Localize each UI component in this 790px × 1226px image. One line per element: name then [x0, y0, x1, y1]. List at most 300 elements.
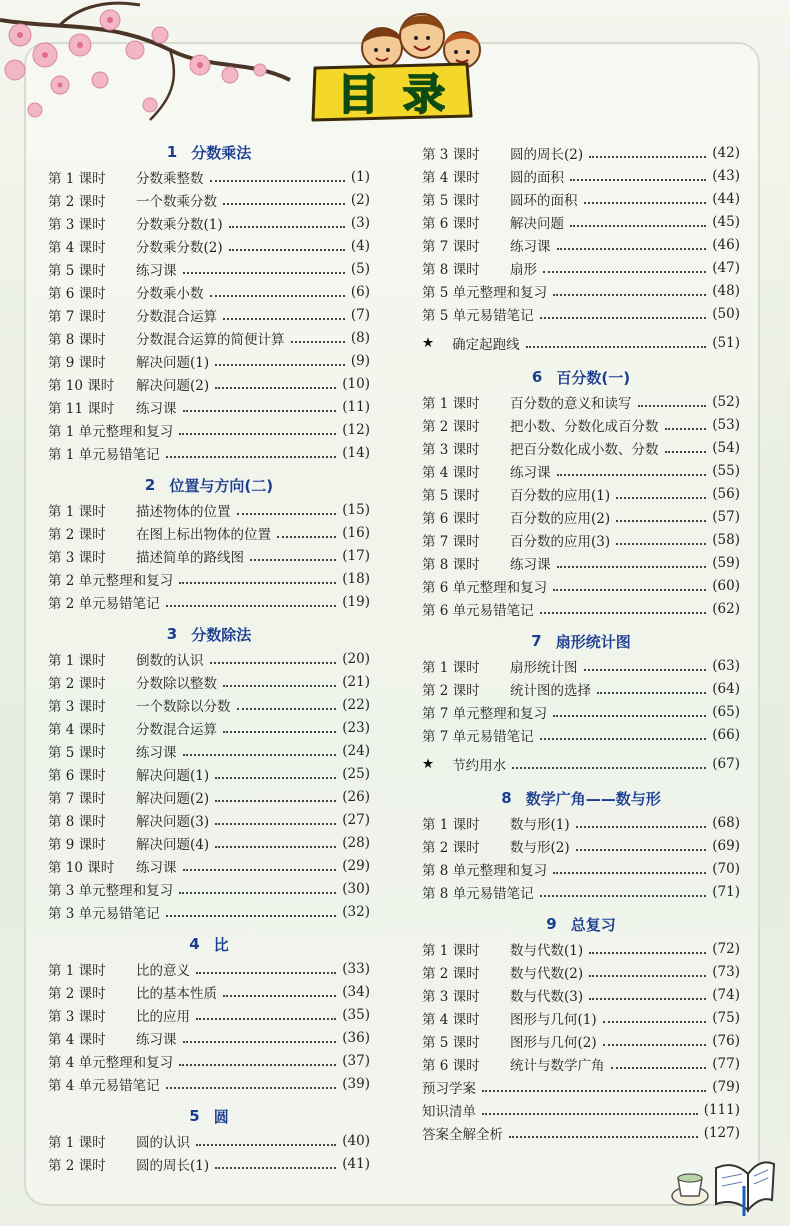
toc-entry[interactable] [422, 812, 740, 834]
leader-dots [223, 203, 345, 205]
page-number: (22) [342, 697, 370, 713]
page-number: (75) [712, 1010, 740, 1026]
entry-title: 练习课 [136, 1032, 177, 1048]
toc-entry[interactable] [48, 327, 370, 349]
entry-title: 统计图的选择 [510, 683, 591, 699]
entry-title: 图形与几何(2) [510, 1035, 597, 1051]
leader-dots [183, 869, 337, 871]
entry-label: 第 4 课时 [422, 170, 480, 186]
entry-label: 第 4 课时 [48, 722, 106, 738]
entry-label: 第 4 课时 [422, 465, 480, 481]
toc-entry[interactable] [422, 655, 740, 677]
section-heading [48, 140, 370, 164]
entry-label: 第 7 课时 [48, 791, 106, 807]
entry-title: 数与形(1) [510, 817, 570, 833]
toc-entry[interactable] [48, 419, 370, 441]
page-number: (57) [712, 509, 740, 525]
entry-title: 百分数的应用(2) [510, 511, 611, 527]
toc-entry[interactable] [48, 212, 370, 234]
entry-title: 圆的周长(2) [510, 147, 584, 163]
section-number: 8 [501, 789, 512, 807]
leader-dots [557, 566, 707, 568]
toc-entry[interactable] [422, 938, 740, 960]
entry-title: 解决问题(2) [136, 791, 210, 807]
page-number: (45) [712, 214, 740, 230]
feature-entry[interactable] [422, 332, 740, 354]
section-heading [422, 786, 740, 810]
toc-entry[interactable] [48, 786, 370, 808]
toc-entry[interactable] [48, 304, 370, 326]
entry-label: 第 4 课时 [48, 240, 106, 256]
page-number: (47) [712, 260, 740, 276]
toc-entry[interactable] [48, 258, 370, 280]
section-title: 位置与方向(二) [169, 476, 274, 495]
entry-label: 第 7 课时 [422, 239, 480, 255]
entry-label: 第 3 课时 [422, 442, 480, 458]
entry-title: 解决问题(1) [136, 768, 210, 784]
page-number: (39) [342, 1076, 370, 1092]
entry-title: 分数乘整数 [136, 171, 204, 187]
toc-entry[interactable] [48, 235, 370, 257]
entry-label: 第 8 单元整理和复习 [422, 863, 548, 879]
entry-title: 解决问题(3) [136, 814, 210, 830]
entry-label: 第 6 单元整理和复习 [422, 580, 548, 596]
toc-entry[interactable] [422, 1030, 740, 1052]
entry-title: 描述简单的路线图 [136, 550, 244, 566]
entry-title: 一个数乘分数 [136, 194, 217, 210]
toc-entry[interactable] [48, 499, 370, 521]
entry-title: 分数乘分数(1) [136, 217, 223, 233]
leader-dots [543, 271, 706, 273]
entry-label: 第 9 课时 [48, 355, 106, 371]
entry-label: 第 7 单元整理和复习 [422, 706, 548, 722]
leader-dots [215, 777, 336, 779]
page-number: (72) [712, 941, 740, 957]
page-number: (18) [342, 571, 370, 587]
toc-entry[interactable] [422, 280, 740, 302]
entry-label: 第 1 课时 [422, 660, 480, 676]
entry-title: 节约用水 [452, 758, 507, 774]
entry-label: 第 5 课时 [422, 193, 480, 209]
page-number: (17) [342, 548, 370, 564]
leader-dots [166, 456, 337, 458]
entry-label: 第 1 课时 [48, 963, 106, 979]
entry-label: 知识清单 [422, 1104, 476, 1120]
toc-entry[interactable] [422, 142, 740, 164]
entry-title: 练习课 [136, 401, 177, 417]
section-title: 扇形统计图 [555, 632, 631, 651]
entry-label: 第 5 课时 [48, 263, 106, 279]
entry-title: 分数乘小数 [136, 286, 204, 302]
entry-title: 在图上标出物体的位置 [136, 527, 271, 543]
page-number: (73) [712, 964, 740, 980]
leader-dots [215, 364, 345, 366]
toc-entry[interactable] [422, 529, 740, 551]
entry-label: 第 2 单元易错笔记 [48, 596, 160, 612]
toc-entry[interactable] [422, 506, 740, 528]
page-number: (10) [342, 376, 370, 392]
entry-label: 第 2 课时 [48, 676, 106, 692]
page-number: (11) [342, 399, 370, 415]
entry-label: 第 3 单元整理和复习 [48, 883, 174, 899]
toc-entry[interactable] [422, 437, 740, 459]
page-number: (32) [342, 904, 370, 920]
leader-dots [179, 582, 336, 584]
leader-dots [215, 823, 336, 825]
leader-dots [215, 1167, 336, 1169]
section-number: 6 [531, 368, 543, 386]
leader-dots [589, 998, 706, 1000]
leader-dots [237, 708, 337, 710]
leader-dots [482, 1090, 706, 1092]
toc-entry[interactable] [48, 901, 370, 923]
entry-title: 分数乘分数(2) [136, 240, 223, 256]
toc-entry[interactable] [48, 373, 370, 395]
entry-title: 分数除以整数 [136, 676, 217, 692]
toc-entry[interactable] [422, 1076, 740, 1098]
leader-dots [223, 318, 345, 320]
entry-label: 第 7 课时 [422, 534, 480, 550]
leader-dots [196, 1018, 336, 1020]
toc-entry[interactable] [422, 1007, 740, 1029]
leader-dots [183, 1041, 337, 1043]
page-number: (65) [712, 704, 740, 720]
leader-dots [589, 156, 706, 158]
toc-entry[interactable] [48, 396, 370, 418]
page-number: (36) [342, 1030, 370, 1046]
entry-label: 第 9 课时 [48, 837, 106, 853]
toc-entry[interactable] [422, 414, 740, 436]
toc-entry[interactable] [422, 701, 740, 723]
page-number: (35) [342, 1007, 370, 1023]
entry-label: 第 10 课时 [48, 860, 115, 876]
entry-title: 比的应用 [136, 1009, 190, 1025]
toc-entry[interactable] [422, 165, 740, 187]
entry-label: 第 8 课时 [48, 814, 106, 830]
entry-label: 第 8 课时 [422, 557, 480, 573]
entry-title: 练习课 [136, 263, 177, 279]
leader-dots [229, 249, 345, 251]
entry-title: 圆环的面积 [510, 193, 578, 209]
section-number: 7 [531, 632, 542, 650]
leader-dots [183, 410, 337, 412]
entry-title: 把小数、分数化成百分数 [510, 419, 659, 435]
section-number: 5 [189, 1107, 200, 1125]
feature-entry[interactable] [422, 753, 740, 775]
leader-dots [183, 754, 337, 756]
leader-dots [616, 543, 706, 545]
entry-title: 百分数的意义和读写 [510, 396, 632, 412]
leader-dots [570, 225, 706, 227]
toc-entry[interactable] [48, 522, 370, 544]
page-number: (79) [712, 1079, 740, 1095]
entry-label: 第 3 课时 [48, 699, 106, 715]
entry-title: 把百分数化成小数、分数 [510, 442, 659, 458]
leader-dots [540, 738, 707, 740]
leader-dots [291, 341, 345, 343]
page-number: (40) [342, 1133, 370, 1149]
toc-entry[interactable] [422, 391, 740, 413]
page-number: (1) [350, 169, 370, 185]
page-number: (66) [712, 727, 740, 743]
entry-title: 练习课 [510, 557, 551, 573]
entry-title: 一个数除以分数 [136, 699, 231, 715]
toc-entry[interactable] [48, 350, 370, 372]
leader-dots [584, 669, 707, 671]
toc-entry[interactable] [422, 1099, 740, 1121]
section-heading [48, 473, 370, 497]
leader-dots [183, 272, 345, 274]
toc-entry[interactable] [422, 188, 740, 210]
page-number: (50) [712, 306, 740, 322]
page-number: (3) [350, 215, 370, 231]
leader-dots [215, 846, 336, 848]
entry-label: 第 4 课时 [422, 1012, 480, 1028]
leader-dots [611, 1067, 707, 1069]
leader-dots [616, 520, 706, 522]
page-number: (12) [342, 422, 370, 438]
leader-dots [210, 662, 337, 664]
section-title: 分数除法 [191, 625, 252, 644]
leader-dots [512, 767, 706, 769]
page-number: (51) [712, 335, 740, 351]
entry-title: 分数混合运算 [136, 309, 217, 325]
toc-entry[interactable] [422, 724, 740, 746]
leader-dots [210, 180, 345, 182]
page-number: (30) [342, 881, 370, 897]
entry-label: 第 11 课时 [48, 401, 115, 417]
entry-label: 第 1 课时 [48, 171, 106, 187]
page-number: (54) [712, 440, 740, 456]
entry-label: 第 4 单元易错笔记 [48, 1078, 160, 1094]
toc-entry[interactable] [422, 858, 740, 880]
page-number: (19) [342, 594, 370, 610]
leader-dots [223, 685, 336, 687]
toc-entry[interactable] [48, 981, 370, 1003]
toc-entry[interactable] [48, 763, 370, 785]
page-number: (69) [712, 838, 740, 854]
entry-label: 第 6 单元易错笔记 [422, 603, 534, 619]
entry-label: 第 2 课时 [48, 1158, 106, 1174]
page-number: (7) [350, 307, 370, 323]
section-title: 总复习 [570, 915, 616, 934]
entry-title: 解决问题(1) [136, 355, 210, 371]
toc-entry[interactable] [48, 809, 370, 831]
toc-entry[interactable] [48, 166, 370, 188]
entry-title: 圆的面积 [510, 170, 564, 186]
entry-label: 第 2 单元整理和复习 [48, 573, 174, 589]
leader-dots [229, 226, 345, 228]
leader-dots [553, 872, 706, 874]
toc-entry[interactable] [422, 211, 740, 233]
leader-dots [665, 428, 707, 430]
page-number: (42) [712, 145, 740, 161]
entry-label: 第 3 课时 [422, 147, 480, 163]
entry-label: 第 1 课时 [422, 943, 480, 959]
leader-dots [553, 715, 706, 717]
leader-dots [540, 317, 707, 319]
toc-entry[interactable] [48, 442, 370, 464]
leader-dots [237, 513, 337, 515]
toc-entry[interactable] [422, 984, 740, 1006]
entry-label: 第 1 单元整理和复习 [48, 424, 174, 440]
page-number: (64) [712, 681, 740, 697]
entry-label: 第 2 课时 [48, 986, 106, 1002]
toc-entry[interactable] [422, 483, 740, 505]
cherry-blossom-decoration [0, 0, 300, 130]
page-number: (59) [712, 555, 740, 571]
toc-entry[interactable] [48, 281, 370, 303]
entry-title: 百分数的应用(3) [510, 534, 611, 550]
entry-label: 第 7 单元易错笔记 [422, 729, 534, 745]
toc-entry[interactable] [422, 881, 740, 903]
page-number: (5) [350, 261, 370, 277]
entry-label: 第 6 课时 [48, 768, 106, 784]
toc-entry[interactable] [422, 1053, 740, 1075]
entry-label: 第 6 课时 [422, 216, 480, 232]
entry-title: 解决问题(4) [136, 837, 210, 853]
page-number: (4) [350, 238, 370, 254]
toc-entry[interactable] [48, 671, 370, 693]
toc-entry[interactable] [422, 234, 740, 256]
entry-label: 答案全解全析 [422, 1127, 503, 1143]
leader-dots [553, 294, 706, 296]
entry-label: 第 4 课时 [48, 1032, 106, 1048]
section-number: 9 [546, 915, 557, 933]
entry-title: 数与形(2) [510, 840, 570, 856]
page-number: (74) [712, 987, 740, 1003]
toc-entry[interactable] [48, 591, 370, 613]
entry-label: 第 2 课时 [48, 194, 106, 210]
leader-dots [166, 605, 337, 607]
leader-dots [638, 405, 707, 407]
leader-dots [553, 589, 706, 591]
page-number: (111) [703, 1102, 740, 1118]
leader-dots [210, 295, 345, 297]
leader-dots [589, 975, 706, 977]
page-number: (21) [342, 674, 370, 690]
toc-entry[interactable] [48, 1004, 370, 1026]
leader-dots [196, 972, 336, 974]
toc-entry[interactable] [48, 694, 370, 716]
entry-label: 第 1 课时 [422, 817, 480, 833]
entry-label: 第 3 课时 [48, 217, 106, 233]
page-number: (6) [350, 284, 370, 300]
toc-entry[interactable] [422, 575, 740, 597]
page-number: (29) [342, 858, 370, 874]
entry-label: 第 4 单元整理和复习 [48, 1055, 174, 1071]
leader-dots [526, 346, 707, 348]
page-number: (25) [342, 766, 370, 782]
leader-dots [576, 849, 707, 851]
toc-entry[interactable] [48, 717, 370, 739]
page-number: (71) [712, 884, 740, 900]
leader-dots [540, 612, 707, 614]
toc-entry[interactable] [48, 1027, 370, 1049]
toc-entry[interactable] [422, 678, 740, 700]
toc-entry[interactable] [48, 545, 370, 567]
entry-label: 第 3 课时 [422, 989, 480, 1005]
leader-dots [603, 1021, 707, 1023]
toc-entry[interactable] [422, 460, 740, 482]
toc-entry[interactable] [422, 552, 740, 574]
page-number: (44) [712, 191, 740, 207]
page-number: (53) [712, 417, 740, 433]
leader-dots [589, 952, 706, 954]
leader-dots [215, 387, 336, 389]
entry-label: 第 3 单元易错笔记 [48, 906, 160, 922]
leader-dots [250, 559, 336, 561]
toc-entry[interactable] [48, 958, 370, 980]
section-number: 3 [166, 625, 178, 643]
toc-entry[interactable] [48, 648, 370, 670]
toc-entry[interactable] [48, 189, 370, 211]
entry-label: 第 8 课时 [48, 332, 106, 348]
toc-entry[interactable] [422, 303, 740, 325]
entry-label: 第 10 课时 [48, 378, 115, 394]
entry-label: 第 1 课时 [48, 653, 106, 669]
section-heading [48, 622, 370, 646]
toc-entry[interactable] [48, 1050, 370, 1072]
entry-label: 第 5 单元整理和复习 [422, 285, 548, 301]
page-number: (8) [350, 330, 370, 346]
toc-entry[interactable] [48, 568, 370, 590]
entry-title: 解决问题 [510, 216, 564, 232]
section-heading [422, 365, 740, 389]
toc-entry[interactable] [48, 855, 370, 877]
entry-title: 确定起跑线 [452, 337, 520, 353]
page-number: (43) [712, 168, 740, 184]
entry-title: 分数混合运算的简便计算 [136, 332, 285, 348]
leader-dots [179, 892, 336, 894]
entry-title: 解决问题(2) [136, 378, 210, 394]
page-number: (23) [342, 720, 370, 736]
entry-title: 比的意义 [136, 963, 190, 979]
leader-dots [179, 1064, 336, 1066]
page-number: (127) [703, 1125, 740, 1141]
entry-title: 练习课 [510, 465, 551, 481]
toc-entry[interactable] [422, 961, 740, 983]
toc-entry[interactable] [422, 598, 740, 620]
entry-label: 第 1 课时 [48, 504, 106, 520]
leader-dots [179, 433, 336, 435]
page-number: (26) [342, 789, 370, 805]
entry-title: 数与代数(1) [510, 943, 584, 959]
entry-label: 第 5 课时 [422, 488, 480, 504]
entry-title: 扇形 [510, 262, 537, 278]
page-number: (41) [342, 1156, 370, 1172]
entry-title: 百分数的应用(1) [510, 488, 611, 504]
leader-dots [665, 451, 707, 453]
page-number: (52) [712, 394, 740, 410]
toc-entry[interactable] [48, 1153, 370, 1175]
entry-label: 第 5 单元易错笔记 [422, 308, 534, 324]
book-and-cup-icon [668, 1138, 778, 1218]
section-heading [422, 912, 740, 936]
toc-entry[interactable] [48, 1130, 370, 1152]
toc-entry[interactable] [48, 878, 370, 900]
star-icon: ★ [422, 756, 435, 772]
toc-entry[interactable] [48, 1073, 370, 1095]
toc-entry[interactable] [422, 835, 740, 857]
entry-title: 练习课 [136, 860, 177, 876]
leader-dots [166, 915, 337, 917]
toc-entry[interactable] [422, 257, 740, 279]
entry-label: 第 2 课时 [422, 683, 480, 699]
toc-entry[interactable] [48, 832, 370, 854]
toc-entry[interactable] [48, 740, 370, 762]
entry-title: 练习课 [510, 239, 551, 255]
